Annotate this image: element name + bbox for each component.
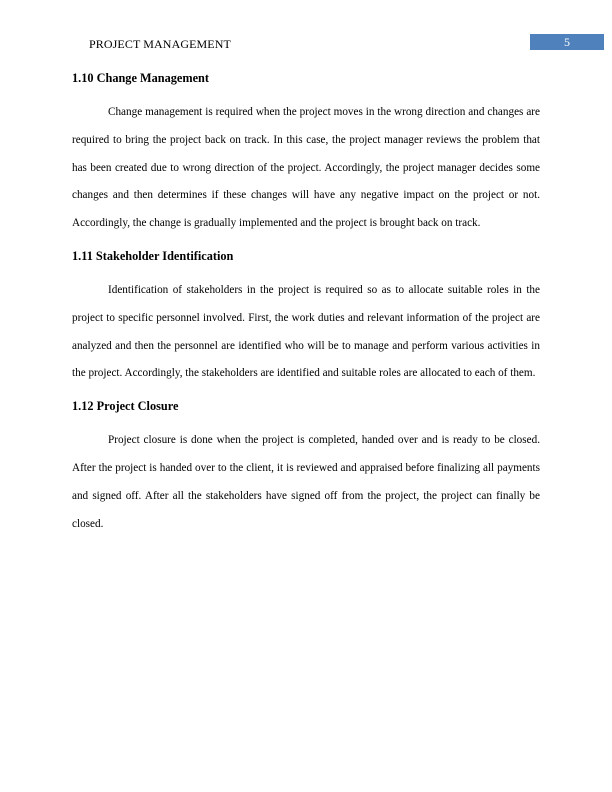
section-heading: 1.10 Change Management <box>72 71 209 85</box>
page-number: 5 <box>530 34 604 50</box>
section-heading: 1.12 Project Closure <box>72 399 179 414</box>
section-heading: 1.11 Stakeholder Identification <box>72 248 234 263</box>
section-paragraph: Identification of stakeholders in the project is required so as to allocate suitable roles in the project to specific personnel involved. First, the work duties and relevant information of the project are analyzed and then the personnel are identified who will be to manage and perform various activities in the project. Accordingly, the stakeholders are identified and suitable roles are allocated to each of them. <box>72 283 540 380</box>
section-paragraph: Project closure is done when the project is completed, handed over and is ready to be closed. After the project is handed over to the client, it is reviewed and appraised before finalizing all payments and signed off. After all the stakeholders have signed off from the project, the project can finally be closed. <box>72 434 540 530</box>
page-header <box>0 34 612 52</box>
section-paragraph: Change management is required when the project moves in the wrong direction and changes are required to bring the project back on track. In this case, the project manager reviews the problem that has been created due to wrong direction of the project. Accordingly, the project manager decides some changes and then determines if these changes will have any negative impact on the project or not. Accordingly, the change is gradually implemented and the project is brought back on track. <box>72 106 540 230</box>
running-head: PROJECT MANAGEMENT <box>89 37 231 51</box>
section-stakeholder-identification <box>72 248 540 388</box>
section-project-closure <box>72 398 540 538</box>
section-change-management <box>72 70 540 238</box>
document-body <box>72 70 540 548</box>
